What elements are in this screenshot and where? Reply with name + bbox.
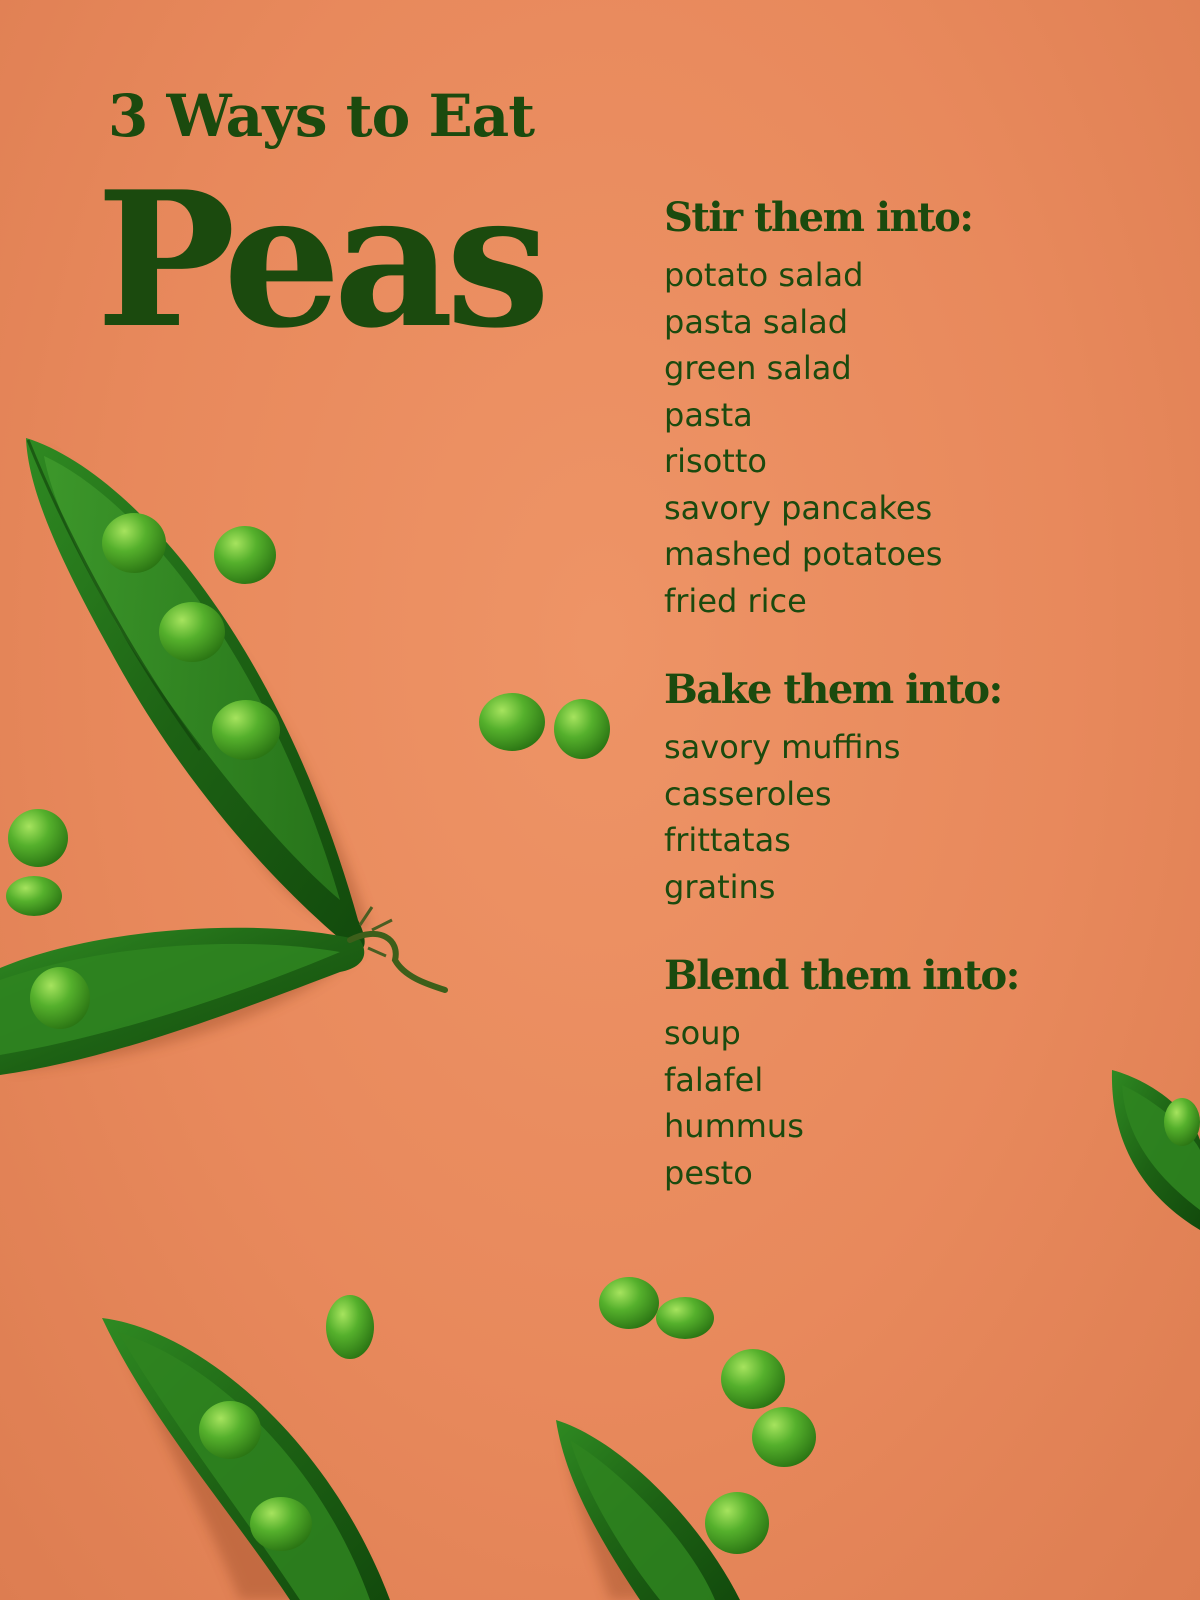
- list-item: fried rice: [664, 581, 807, 620]
- item-list: [664, 724, 1184, 910]
- item-list: [664, 252, 1184, 624]
- section-bake: [664, 662, 1184, 910]
- list-item: green salad: [664, 349, 852, 387]
- page-title: Peas: [96, 150, 543, 369]
- pea-pod-1: [26, 438, 365, 950]
- list-item: casseroles: [664, 774, 832, 813]
- section-heading: Blend them into:: [664, 952, 1019, 999]
- list-item: gratins: [664, 867, 776, 906]
- list-item: pasta salad: [664, 302, 849, 341]
- list-item: pasta: [664, 395, 753, 434]
- list-item: risotto: [664, 442, 767, 480]
- section-stir: [664, 190, 1184, 624]
- list-item: potato salad: [664, 256, 864, 294]
- section-heading: Bake them into:: [664, 666, 1002, 713]
- list-item: frittatas: [664, 821, 791, 859]
- list-item: savory muffins: [664, 728, 901, 766]
- list-item: falafel: [664, 1060, 764, 1099]
- section-heading: Stir them into:: [664, 194, 973, 241]
- list-item: soup: [664, 1014, 741, 1052]
- item-list: [664, 1010, 1184, 1196]
- section-blend: [664, 948, 1184, 1196]
- serving-ideas: [664, 190, 1184, 1196]
- list-item: hummus: [664, 1107, 804, 1145]
- list-item: savory pancakes: [664, 488, 933, 527]
- list-item: mashed potatoes: [664, 535, 943, 573]
- list-item: pesto: [664, 1153, 753, 1192]
- title-kicker: 3 Ways to Eat: [108, 82, 535, 150]
